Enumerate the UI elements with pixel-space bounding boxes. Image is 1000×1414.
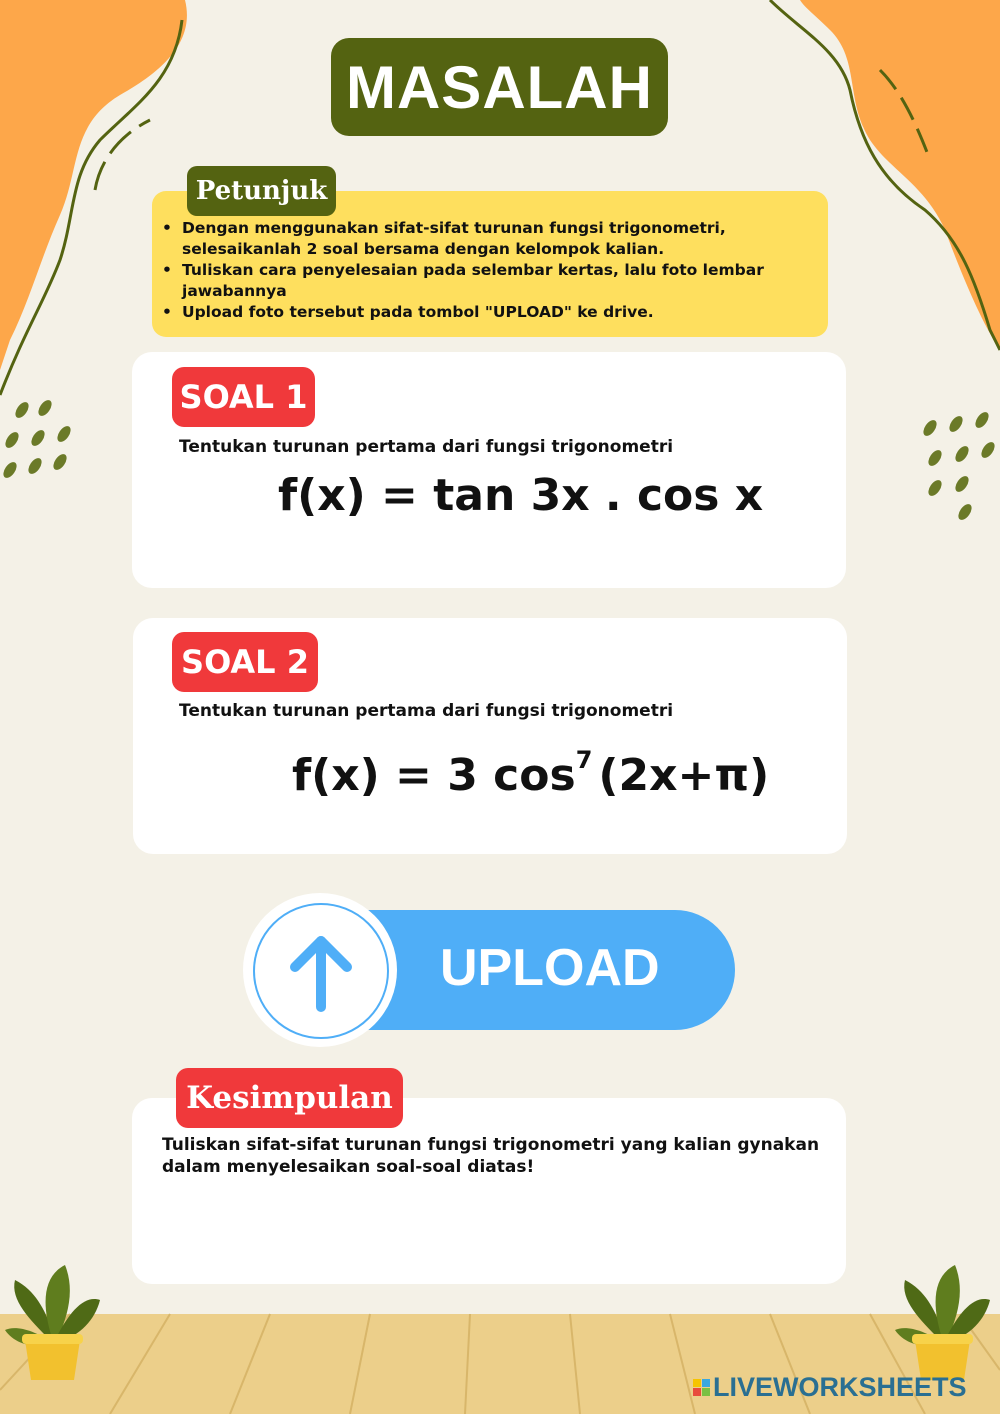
kesimpulan-text: Tuliskan sifat-sifat turunan fungsi trigonometri yang kalian gynakan dalam menyelesaikan soal-soal diatas! bbox=[162, 1135, 820, 1177]
page-title-banner bbox=[331, 38, 668, 136]
upload-icon-ring[interactable] bbox=[253, 903, 389, 1039]
soal-2-formula-suffix: (2x+π) bbox=[598, 750, 770, 801]
kesimpulan-tab bbox=[176, 1068, 403, 1128]
petunjuk-label: Petunjuk bbox=[195, 176, 328, 206]
page-title: MASALAH bbox=[346, 53, 653, 121]
watermark-text: LIVEWORKSHEETS bbox=[713, 1372, 967, 1402]
petunjuk-list bbox=[162, 218, 812, 323]
arrow-up-icon bbox=[255, 905, 387, 1037]
soal-1-instruction: Tentukan turunan pertama dari fungsi trigonometri bbox=[179, 437, 674, 457]
soal-2-label: SOAL 2 bbox=[181, 643, 309, 681]
petunjuk-item: • Tuliskan cara penyelesaian pada selembar kertas, lalu foto lembar jawabannya bbox=[162, 260, 812, 302]
upload-button-label[interactable]: UPLOAD bbox=[440, 939, 660, 997]
leaf-dots-left bbox=[1, 398, 74, 480]
liveworksheets-logo-icon bbox=[693, 1379, 710, 1396]
soal-2-instruction: Tentukan turunan pertama dari fungsi trigonometri bbox=[179, 701, 674, 721]
petunjuk-item: • Dengan menggunakan sifat-sifat turunan fungsi trigonometri, selesaikanlah 2 soal bersama dengan kelompok kalian. bbox=[162, 218, 812, 260]
petunjuk-item: • Upload foto tersebut pada tombol "UPLOAD" ke drive. bbox=[162, 302, 812, 323]
soal-2-tab bbox=[172, 632, 318, 692]
soal-1-tab bbox=[172, 367, 315, 427]
soal-2-formula bbox=[292, 746, 770, 801]
soal-1-label: SOAL 1 bbox=[179, 378, 308, 416]
liveworksheets-watermark[interactable] bbox=[693, 1372, 967, 1403]
petunjuk-tab bbox=[187, 166, 336, 216]
leaf-dots-right bbox=[921, 410, 998, 522]
soal-2-formula-prefix: f(x) = 3 cos bbox=[292, 750, 576, 801]
soal-1-formula: f(x) = tan 3x . cos x bbox=[278, 470, 764, 521]
kesimpulan-label: Kesimpulan bbox=[186, 1080, 393, 1116]
soal-2-formula-exponent: 7 bbox=[575, 746, 593, 775]
